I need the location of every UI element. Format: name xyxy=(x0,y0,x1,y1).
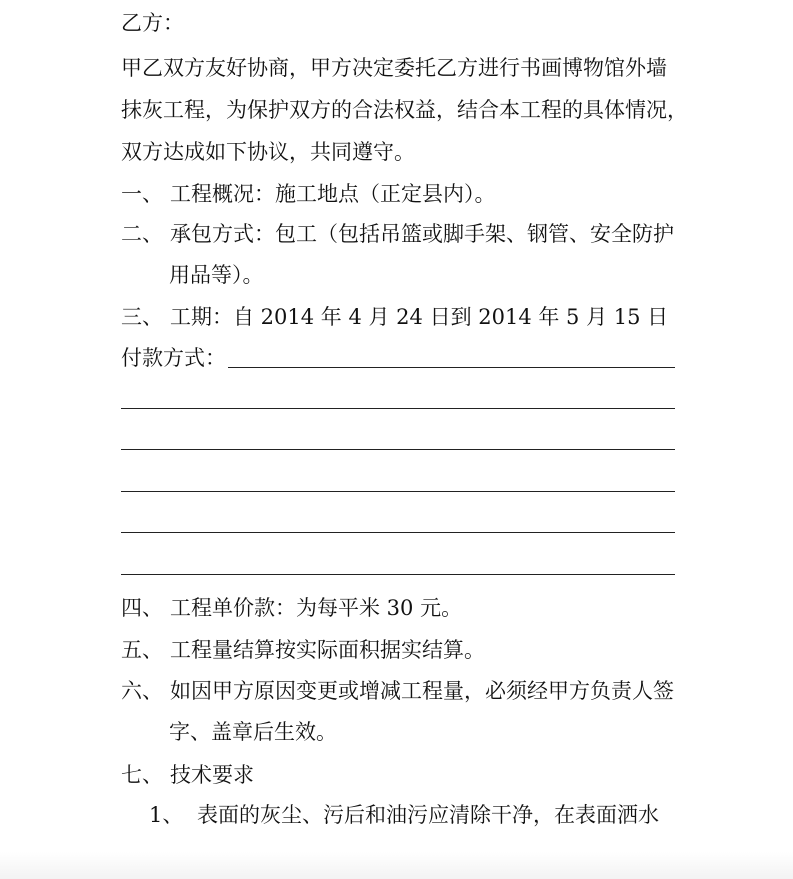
clause-3 xyxy=(121,304,668,330)
clause-4 xyxy=(121,595,462,621)
clause-number: 二、 xyxy=(121,222,163,246)
clause-text: 工程单价款：为每平米 30 元。 xyxy=(170,596,463,620)
party-b-label: 乙方： xyxy=(121,11,184,35)
sub-item-text: 表面的灰尘、污后和油污应清除干净，在表面洒水 xyxy=(197,803,659,827)
clause-2-continuation: 用品等）。 xyxy=(169,263,264,287)
clause-number: 一、 xyxy=(121,182,163,206)
payment-blank-line xyxy=(228,367,675,368)
clause-number: 五、 xyxy=(121,638,163,662)
clause-2 xyxy=(121,221,674,247)
clause-number: 四、 xyxy=(121,596,163,620)
preamble-line-1: 甲乙双方友好协商，甲方决定委托乙方进行书画博物馆外墙 xyxy=(121,56,667,80)
page-bottom-edge xyxy=(0,852,793,879)
clause-6 xyxy=(121,678,674,704)
clause-6-continuation: 字、盖章后生效。 xyxy=(169,720,337,744)
clause-1 xyxy=(121,181,496,207)
payment-blank-line xyxy=(121,532,675,533)
payment-label: 付款方式： xyxy=(121,346,226,370)
payment-blank-line xyxy=(121,491,675,492)
payment-blank-line xyxy=(121,408,675,409)
clause-5 xyxy=(121,637,485,663)
clause-text: 工程量结算按实际面积据实结算。 xyxy=(170,638,485,662)
sub-item-number: 1、 xyxy=(149,803,184,827)
clause-number: 七、 xyxy=(121,763,163,787)
preamble-line-2: 抹灰工程，为保护双方的合法权益，结合本工程的具体情况， xyxy=(121,98,688,122)
clause-7 xyxy=(121,762,254,788)
clause-number: 六、 xyxy=(121,679,163,703)
clause-text: 技术要求 xyxy=(170,763,254,787)
clause-text: 工期：自 2014 年 4 月 24 日到 2014 年 5 月 15 日 xyxy=(170,305,669,329)
payment-blank-line xyxy=(121,574,675,575)
clause-text: 工程概况：施工地点（正定县内）。 xyxy=(170,182,496,206)
preamble-line-3: 双方达成如下协议，共同遵守。 xyxy=(121,140,415,164)
clause-text: 如因甲方原因变更或增减工程量，必须经甲方负责人签 xyxy=(170,679,674,703)
clause-text: 承包方式：包工（包括吊篮或脚手架、钢管、安全防护 xyxy=(170,222,674,246)
clause-number: 三、 xyxy=(121,305,163,329)
payment-blank-line xyxy=(121,449,675,450)
